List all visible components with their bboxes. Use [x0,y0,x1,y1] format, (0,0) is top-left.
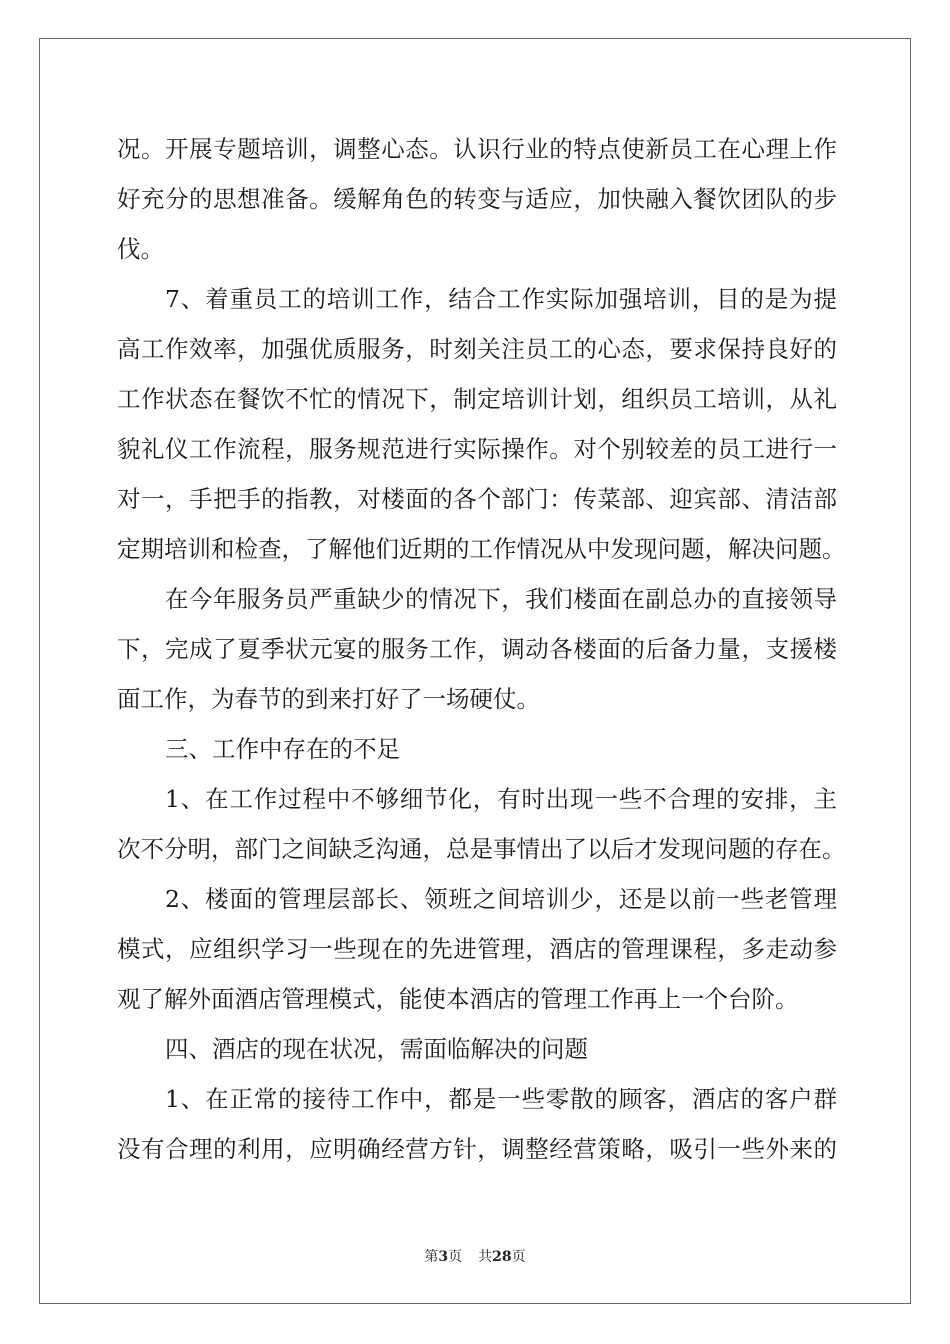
text-line: 高工作效率，加强优质服务，时刻关注员工的心态，要求保持良好的 [117,335,837,363]
text-line: 1、在工作过程中不够细节化，有时出现一些不合理的安排，主 [165,785,837,813]
text-line: 面工作，为春节的到来打好了一场硬仗。 [117,685,540,713]
text-line: 模式，应组织学习一些现在的先进管理，酒店的管理课程，多走动参 [117,935,837,963]
text-line: 伐。 [117,235,164,263]
text-line: 定期培训和检查，了解他们近期的工作情况从中发现问题，解决问题。 [117,535,846,563]
section-heading: 三、工作中存在的不足 [165,735,400,763]
text-line: 没有合理的利用，应明确经营方针，调整经营策略，吸引一些外来的 [117,1135,837,1163]
text-line: 在今年服务员严重缺少的情况下，我们楼面在副总办的直接领导 [165,585,837,613]
text-line: 7、着重员工的培训工作，结合工作实际加强培训，目的是为提 [165,285,837,313]
text-line: 工作状态在餐饮不忙的情况下，制定培训计划，组织员工培训，从礼 [117,385,837,413]
total-prefix: 共 [478,1249,493,1265]
text-line: 1、在正常的接待工作中，都是一些零散的顾客，酒店的客户群 [165,1085,837,1113]
text-line: 下，完成了夏季状元宴的服务工作，调动各楼面的后备力量，支援楼 [117,635,837,663]
text-line: 对一，手把手的指教，对楼面的各个部门：传菜部、迎宾部、清洁部 [117,485,837,513]
page-unit: 页 [448,1249,463,1265]
text-line: 次不分明，部门之间缺乏沟通，总是事情出了以后才发现问题的存在。 [117,835,846,863]
page-total: 28 [492,1249,512,1265]
text-line: 观了解外面酒店管理模式，能使本酒店的管理工作再上一个台阶。 [117,985,799,1013]
section-heading: 四、酒店的现在状况，需面临解决的问题 [165,1035,588,1063]
text-line: 2、楼面的管理层部长、领班之间培训少，还是以前一些老管理 [165,885,837,913]
text-line: 况。开展专题培训，调整心态。认识行业的特点使新员工在心理上作 [117,135,837,163]
page-prefix: 第 [424,1249,439,1265]
text-line: 好充分的思想准备。缓解角色的转变与适应，加快融入餐饮团队的步 [117,185,837,213]
page-current: 3 [438,1249,449,1265]
page-footer [0,1248,950,1266]
page-border [39,38,911,1304]
total-unit: 页 [511,1249,526,1265]
text-line: 貌礼仪工作流程，服务规范进行实际操作。对个别较差的员工进行一 [117,435,837,463]
